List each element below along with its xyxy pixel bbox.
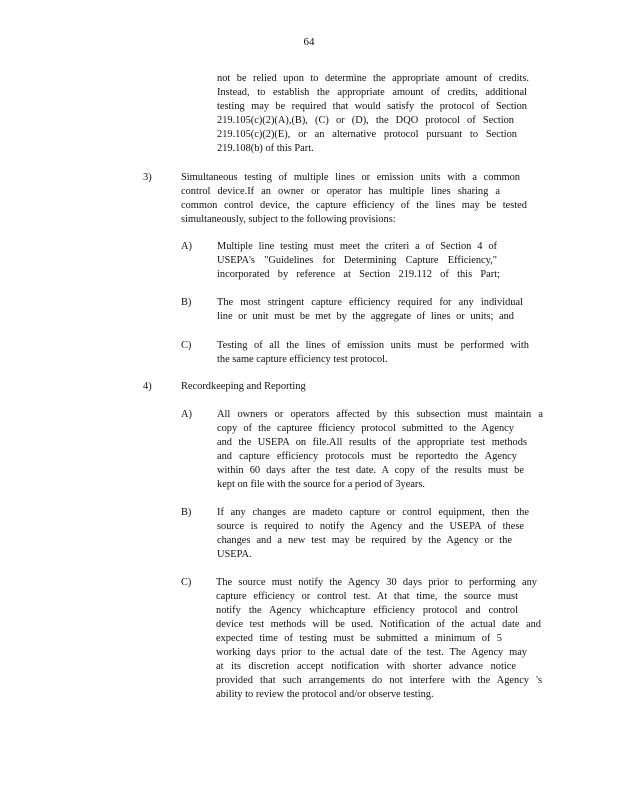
- item-line: control device.If an owner or operator has multiple lines sharing a: [181, 186, 500, 197]
- subitem-letter: A): [181, 241, 192, 252]
- subitem-line: at its discretion accept notification with shorter advance notice: [216, 661, 516, 672]
- subitem-line: The source must notify the Agency 30 days prior to performing any: [216, 577, 537, 588]
- subitem-line: and the USEPA on file.All results of the appropriate test methods: [217, 437, 527, 448]
- subitem-line: changes and a new test may be required by the Agency or the: [217, 535, 512, 546]
- item-line: common control device, the capture efficiency of the lines may be tested: [181, 200, 527, 211]
- subitem-letter: A): [181, 409, 192, 420]
- item-number: 3): [143, 172, 152, 183]
- item-line: Simultaneous testing of multiple lines or emission units with a common: [181, 172, 520, 183]
- subitem-letter: B): [181, 297, 192, 308]
- item-line: simultaneously, subject to the following provisions:: [181, 214, 396, 225]
- continuation-line: 219.105(c)(2)(A),(B), (C) or (D), the DQO protocol of Section: [217, 115, 514, 126]
- subitem-line: and capture efficiency protocols must be reportedto the Agency: [217, 451, 517, 462]
- subitem-letter: B): [181, 507, 192, 518]
- subitem-line: the same capture efficiency test protocol.: [217, 354, 388, 365]
- subitem-line: device test methods will be used. Notification of the actual date and: [216, 619, 541, 630]
- continuation-line: testing may be required that would satisfy the protocol of Section: [217, 101, 527, 112]
- subitem-line: copy of the capturee fficiency protocol submitted to the Agency: [217, 423, 514, 434]
- subitem-line: The most stringent capture efficiency required for any individual: [217, 297, 523, 308]
- subitem-line: All owners or operators affected by this subsection must maintain a: [217, 409, 543, 420]
- subitem-line: provided that such arrangements do not interfere with the Agency 's: [216, 675, 542, 686]
- subitem-line: ability to review the protocol and/or observe testing.: [216, 689, 434, 700]
- subitem-letter: C): [181, 577, 192, 588]
- subitem-line: working days prior to the actual date of the test. The Agency may: [216, 647, 527, 658]
- item-number: 4): [143, 381, 152, 392]
- subitem-line: Multiple line testing must meet the criteri a of Section 4 of: [217, 241, 497, 252]
- page-number: 64: [303, 36, 315, 48]
- subitem-line: expected time of testing must be submitted a minimum of 5: [216, 633, 502, 644]
- item-heading: Recordkeeping and Reporting: [181, 381, 306, 392]
- subitem-line: source is required to notify the Agency and the USEPA of these: [217, 521, 524, 532]
- subitem-line: within 60 days after the test date. A copy of the results must be: [217, 465, 524, 476]
- subitem-line: If any changes are madeto capture or control equipment, then the: [217, 507, 529, 518]
- subitem-line: USEPA's "Guidelines for Determining Capture Efficiency,": [217, 255, 497, 266]
- continuation-line: not be relied upon to determine the appropriate amount of credits.: [217, 73, 529, 84]
- subitem-line: Testing of all the lines of emission units must be performed with: [217, 340, 529, 351]
- continuation-line: 219.108(b) of this Part.: [217, 143, 314, 154]
- continuation-line: Instead, to establish the appropriate amount of credits, additional: [217, 87, 527, 98]
- subitem-line: capture efficiency or control test. At that time, the source must: [216, 591, 518, 602]
- subitem-letter: C): [181, 340, 192, 351]
- subitem-line: notify the Agency whichcapture efficiency protocol and control: [216, 605, 518, 616]
- subitem-line: kept on file with the source for a period of 3years.: [217, 479, 426, 490]
- subitem-line: line or unit must be met by the aggregate of lines or units; and: [217, 311, 514, 322]
- continuation-line: 219.105(c)(2)(E), or an alternative protocol pursuant to Section: [217, 129, 517, 140]
- subitem-line: incorporated by reference at Section 219.112 of this Part;: [217, 269, 500, 280]
- subitem-line: USEPA.: [217, 549, 252, 560]
